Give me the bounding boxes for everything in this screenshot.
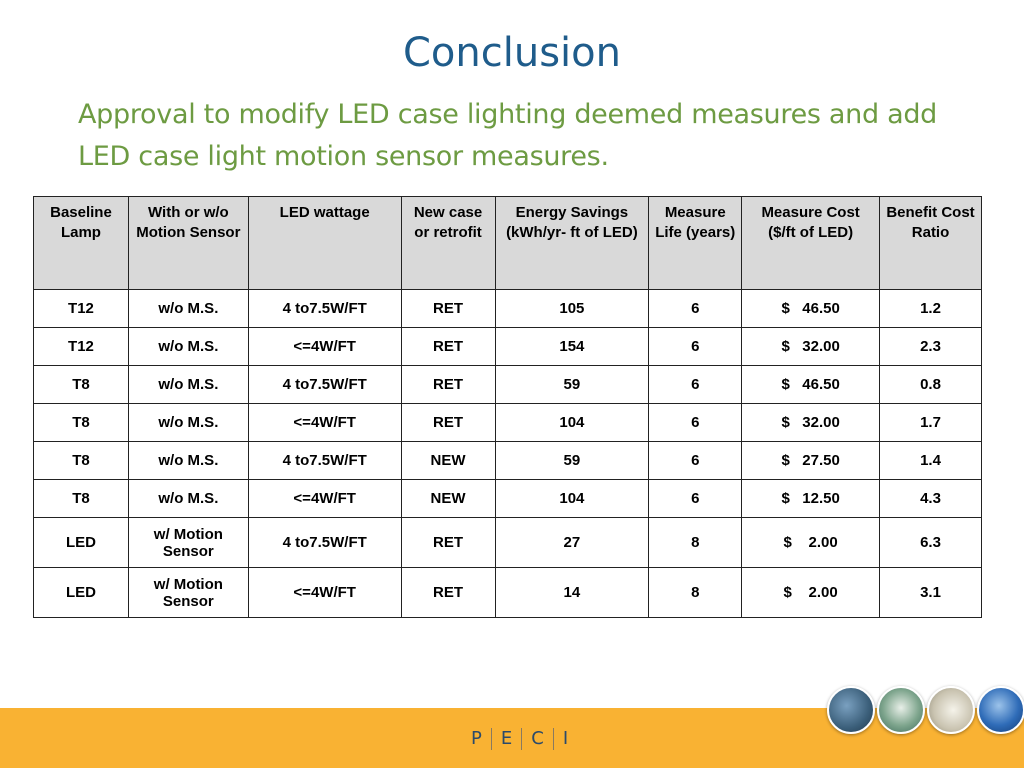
cell-motion-sensor: w/ Motion Sensor [128,568,248,618]
cell-led-wattage: 4 to7.5W/FT [248,290,401,328]
cell-motion-sensor: w/o M.S. [128,366,248,404]
cell-led-wattage: <=4W/FT [248,480,401,518]
cell-measure-life: 8 [649,518,742,568]
cell-new-or-retrofit: RET [401,518,495,568]
table-row [34,568,982,618]
cell-new-or-retrofit: RET [401,404,495,442]
cell-benefit-cost-ratio: 4.3 [880,480,982,518]
header-energy-savings: Energy Savings (kWh/yr- ft of LED) [495,197,649,290]
logo-letter: C [531,728,544,749]
header-motion-sensor: With or w/o Motion Sensor [128,197,248,290]
cell-energy-savings: 27 [495,518,649,568]
cell-led-wattage: 4 to7.5W/FT [248,442,401,480]
cell-baseline-lamp: LED [34,568,129,618]
table-row [34,290,982,328]
cell-led-wattage: <=4W/FT [248,328,401,366]
cell-measure-cost: $ 32.00 [742,328,880,366]
cell-new-or-retrofit: RET [401,290,495,328]
cell-led-wattage: <=4W/FT [248,404,401,442]
header-measure-life: Measure Life (years) [649,197,742,290]
photo-circle-lighting-fixture [927,686,975,734]
photo-circle-blue-globe [977,686,1024,734]
photo-circle-refrigerated-case [877,686,925,734]
page-title: Conclusion [403,30,621,76]
photo-circle-store-aisle [827,686,875,734]
header-led-wattage: LED wattage [248,197,401,290]
cell-baseline-lamp: T8 [34,480,129,518]
cell-benefit-cost-ratio: 1.7 [880,404,982,442]
cell-measure-life: 8 [649,568,742,618]
cell-new-or-retrofit: RET [401,328,495,366]
cell-measure-cost: $ 46.50 [742,290,880,328]
cell-new-or-retrofit: NEW [401,442,495,480]
cell-measure-life: 6 [649,480,742,518]
logo-letter: I [562,728,569,749]
cell-energy-savings: 59 [495,366,649,404]
cell-energy-savings: 14 [495,568,649,618]
cell-motion-sensor: w/o M.S. [128,290,248,328]
cell-measure-cost: $ 12.50 [742,480,880,518]
cell-new-or-retrofit: RET [401,366,495,404]
header-benefit-cost-ratio: Benefit Cost Ratio [880,197,982,290]
table-row [34,328,982,366]
cell-motion-sensor: w/o M.S. [128,328,248,366]
cell-benefit-cost-ratio: 2.3 [880,328,982,366]
measures-table [33,196,982,618]
cell-led-wattage: 4 to7.5W/FT [248,366,401,404]
cell-new-or-retrofit: NEW [401,480,495,518]
cell-motion-sensor: w/o M.S. [128,480,248,518]
cell-baseline-lamp: LED [34,518,129,568]
cell-benefit-cost-ratio: 1.4 [880,442,982,480]
subtitle: Approval to modify LED case lighting deemed measures and add LED case light motion sensor measures. [78,99,938,172]
cell-motion-sensor: w/ Motion Sensor [128,518,248,568]
cell-motion-sensor: w/o M.S. [128,442,248,480]
cell-baseline-lamp: T12 [34,328,129,366]
cell-baseline-lamp: T12 [34,290,129,328]
header-baseline-lamp: Baseline Lamp [34,197,129,290]
cell-baseline-lamp: T8 [34,404,129,442]
peci-logo [462,728,577,750]
cell-energy-savings: 104 [495,480,649,518]
cell-energy-savings: 154 [495,328,649,366]
cell-benefit-cost-ratio: 1.2 [880,290,982,328]
cell-measure-life: 6 [649,328,742,366]
cell-measure-life: 6 [649,404,742,442]
table-row [34,442,982,480]
cell-benefit-cost-ratio: 0.8 [880,366,982,404]
cell-measure-cost: $ 2.00 [742,518,880,568]
cell-baseline-lamp: T8 [34,442,129,480]
cell-measure-life: 6 [649,442,742,480]
table-header-row [34,197,982,290]
cell-measure-cost: $ 32.00 [742,404,880,442]
cell-led-wattage: <=4W/FT [248,568,401,618]
logo-letter: P [471,728,482,749]
cell-measure-life: 6 [649,290,742,328]
cell-energy-savings: 104 [495,404,649,442]
cell-measure-cost: $ 2.00 [742,568,880,618]
cell-energy-savings: 105 [495,290,649,328]
cell-energy-savings: 59 [495,442,649,480]
cell-motion-sensor: w/o M.S. [128,404,248,442]
header-new-or-retrofit: New case or retrofit [401,197,495,290]
cell-benefit-cost-ratio: 6.3 [880,518,982,568]
logo-letter: E [500,728,513,749]
cell-baseline-lamp: T8 [34,366,129,404]
cell-measure-cost: $ 46.50 [742,366,880,404]
cell-new-or-retrofit: RET [401,568,495,618]
cell-measure-cost: $ 27.50 [742,442,880,480]
cell-benefit-cost-ratio: 3.1 [880,568,982,618]
table-row [34,518,982,568]
table-row [34,366,982,404]
cell-led-wattage: 4 to7.5W/FT [248,518,401,568]
header-measure-cost: Measure Cost ($/ft of LED) [742,197,880,290]
table-row [34,404,982,442]
cell-measure-life: 6 [649,366,742,404]
table-row [34,480,982,518]
